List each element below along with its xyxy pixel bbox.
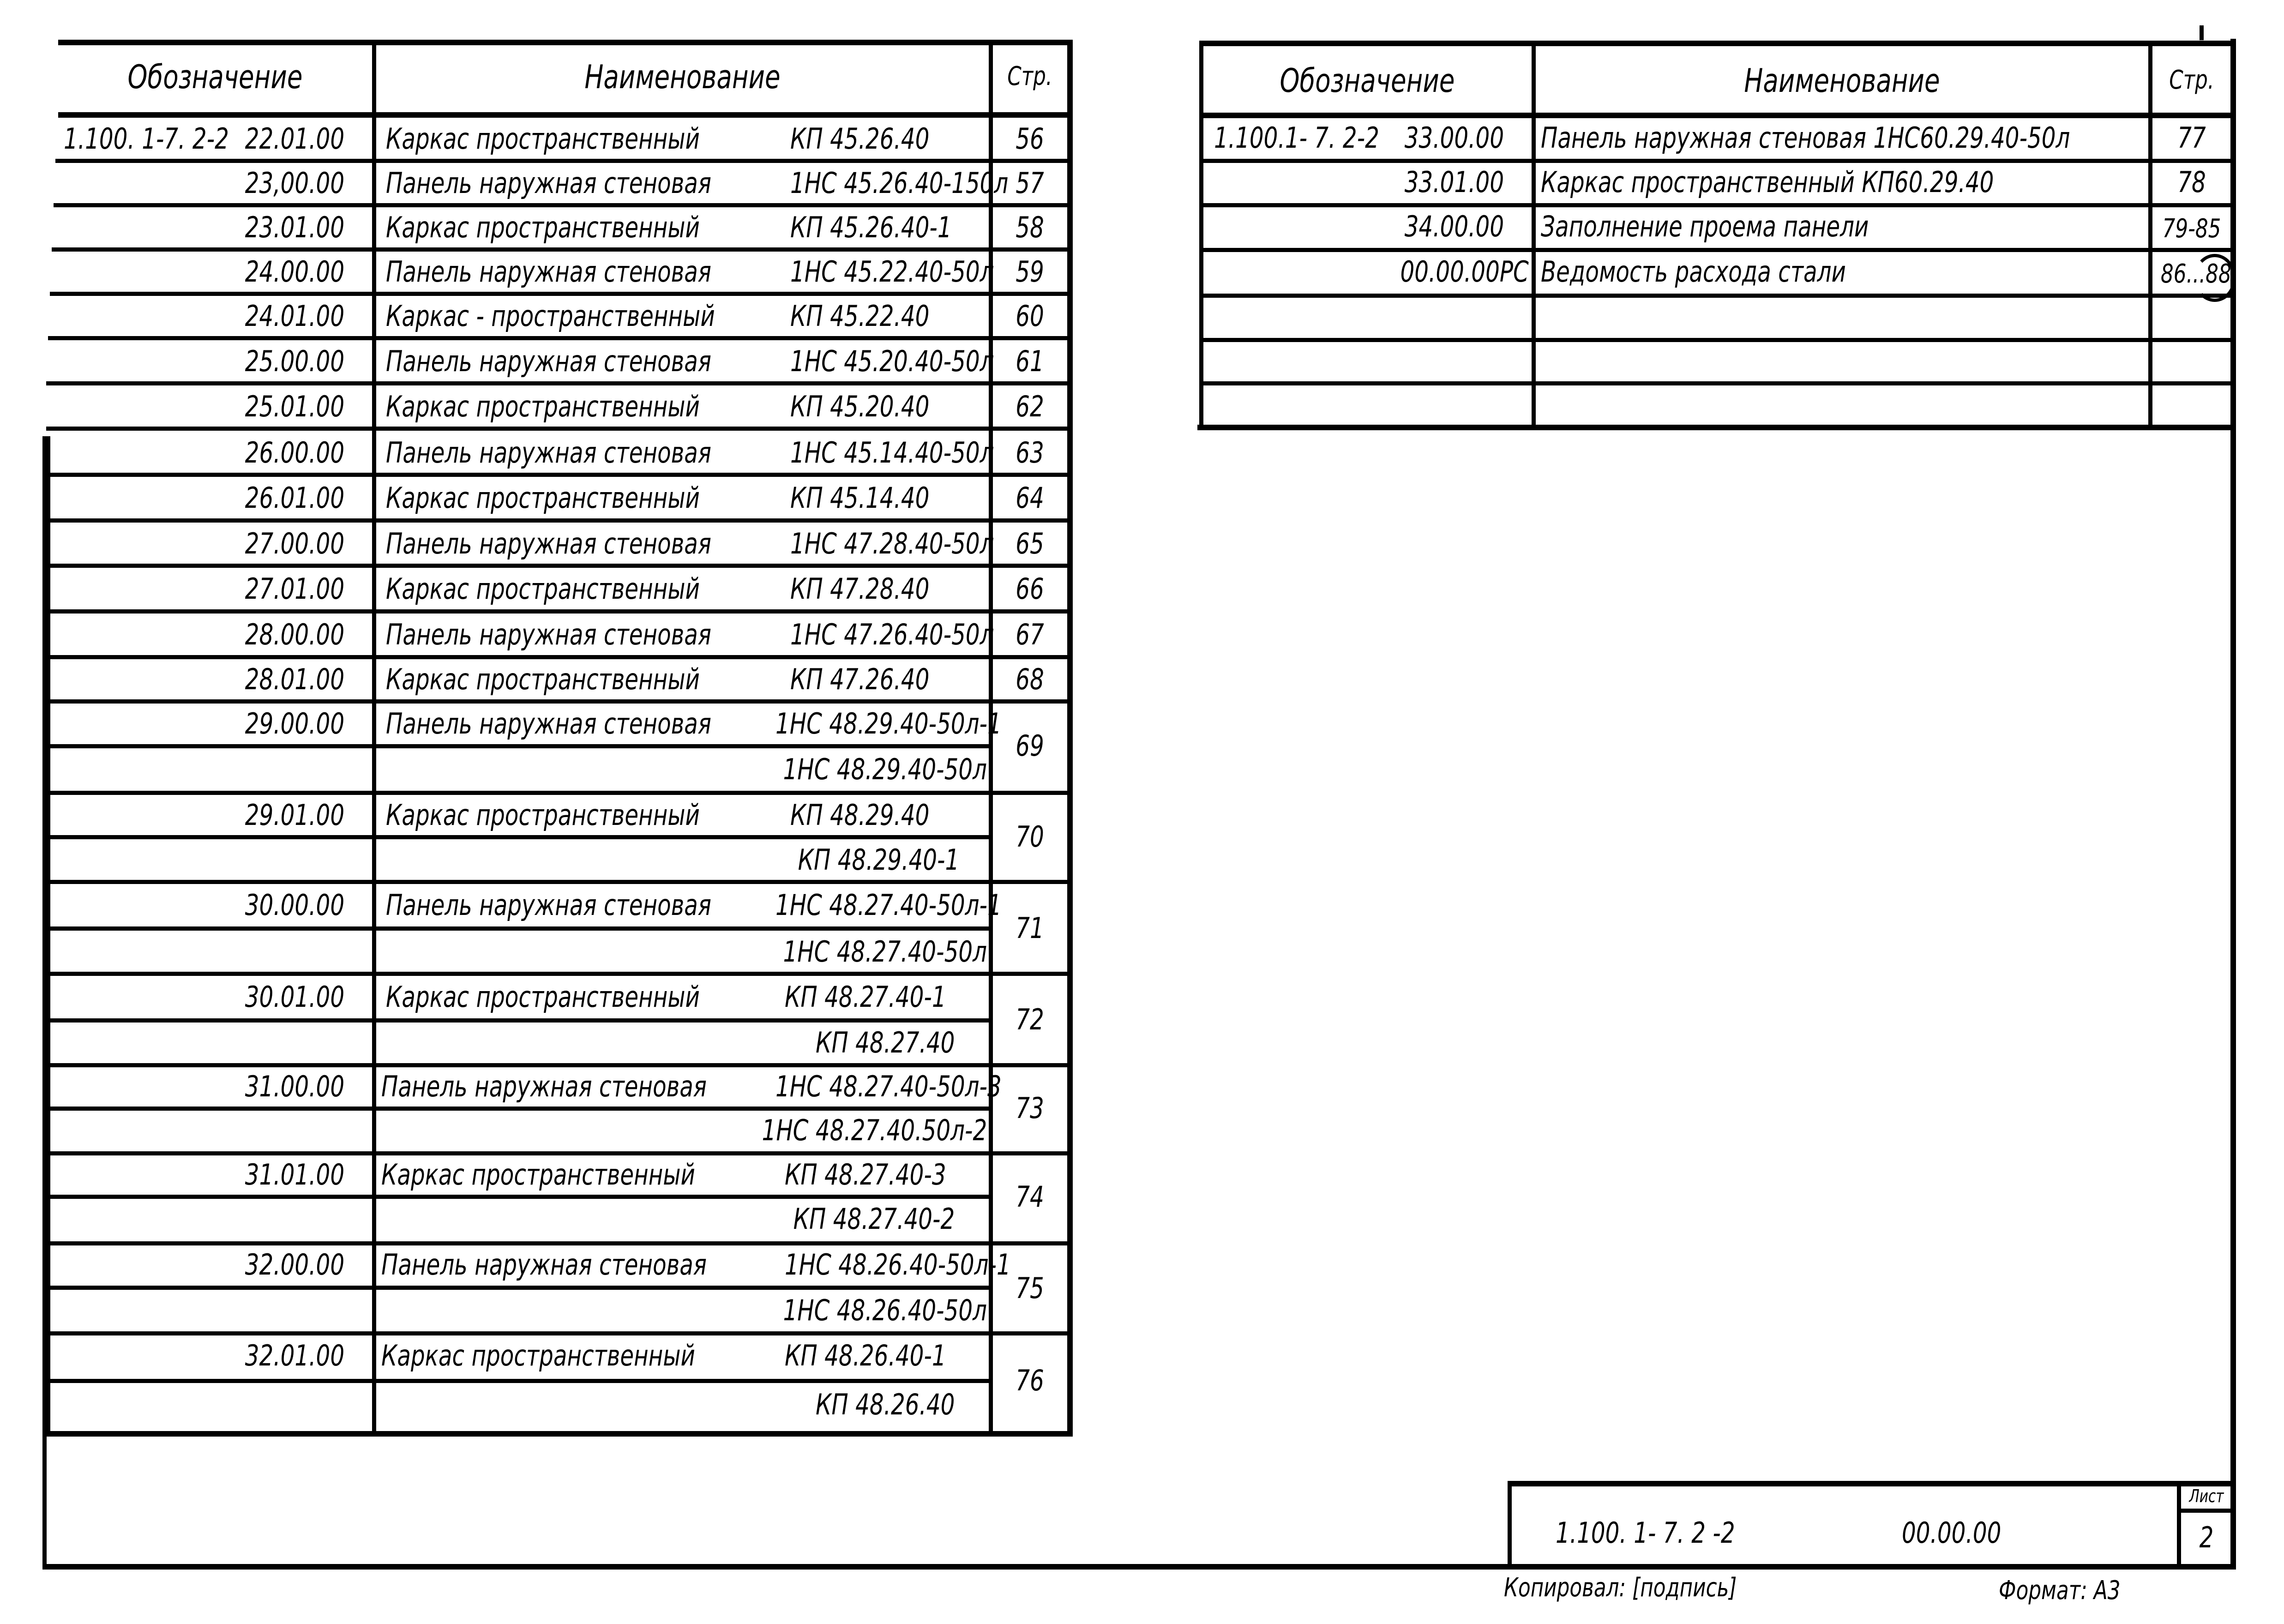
left-row-name: Каркас - пространственный [386,299,715,333]
left-row-mark: 1НС 45.14.40-50л [790,436,994,469]
left-row-mark-2: 1НС 48.27.40.50л-2 [762,1113,987,1147]
title-block-series: 1.100. 1- 7. 2 -2 [1556,1516,1735,1550]
left-row-code: 31.00.00 [245,1070,344,1103]
left-subrow-line [46,1018,991,1023]
right-row-code: 33.01.00 [1404,165,1504,199]
left-row-line [46,1063,1071,1067]
left-row-mark: КП 45.14.40 [790,481,930,515]
right-row-code: 00.00.00РС [1400,255,1529,289]
right-row-line [1200,159,2234,163]
left-row-code: 29.00.00 [245,707,344,740]
left-row-code: 27.01.00 [245,572,344,606]
left-row-name: Панель наружная стеновая [386,344,711,378]
left-row-line [46,1151,1071,1155]
left-row-mark-2: КП 48.27.40-2 [793,1202,955,1236]
left-row-line [46,518,1071,523]
title-block-top [1508,1481,2236,1486]
left-row-mark: 1НС 48.27.40-50л-1 [775,888,1002,922]
left-row-line [46,655,1071,659]
left-row-page: 67 [1016,618,1044,651]
left-row-name: Каркас пространственный [386,662,700,696]
left-row-line [46,791,1071,795]
title-block-sheet-label-line [2177,1509,2234,1513]
page-range-circle-mark [2194,254,2236,302]
left-row-name: Каркас пространственный [386,122,700,156]
right-table-bottom-border [1197,425,2236,430]
right-col-divider-1 [1532,41,1536,428]
left-row-name: Панель наружная стеновая [386,255,711,289]
left-row-mark-2: КП 48.26.40 [815,1388,955,1421]
right-row-name: Панель наружная стеновая 1НС60.29.40-50л [1541,121,2070,155]
left-row-page: 71 [1016,911,1044,945]
left-row-page: 63 [1016,436,1044,469]
left-row-name: Каркас пространственный [386,481,700,515]
left-row-mark: КП 47.26.40 [790,662,930,696]
left-table-left-border [46,436,50,1433]
right-row-page: 86...88 [2160,259,2231,289]
left-header-page: Стр. [1007,61,1052,91]
left-series-prefix: 1.100. 1-7. 2-2 [64,122,229,156]
left-row-line [46,427,1071,431]
title-block-sheet-divider [2177,1481,2181,1567]
left-row-mark: 1НС 45.26.40-150л [790,166,1009,200]
left-row-name: Панель наружная стеновая [381,1070,707,1103]
left-row-line [55,159,1071,163]
left-row-mark-2: КП 48.29.40-1 [798,843,959,877]
left-row-line [50,292,1071,296]
left-row-code: 24.00.00 [245,255,344,289]
left-table-top-border [58,40,1073,45]
left-row-mark: КП 45.26.40-1 [790,211,952,244]
left-row-mark: КП 45.22.40 [790,299,930,333]
left-row-page: 61 [1016,344,1044,378]
left-row-code: 28.00.00 [245,618,344,651]
left-header-name: Наименование [584,58,781,96]
left-row-mark: 1НС 45.20.40-50л [790,344,994,378]
right-table-left-border [1199,41,1203,428]
left-row-code: 32.01.00 [245,1339,344,1372]
right-col-divider-2 [2148,41,2152,428]
left-row-page: 74 [1016,1180,1044,1214]
left-row-name: Панель наружная стеновая [381,1248,707,1281]
left-subrow-line [46,1379,991,1383]
left-row-code: 32.00.00 [245,1248,344,1281]
left-row-name: Панель наружная стеновая [386,707,711,740]
right-row-line [1200,338,2234,342]
right-row-page: 77 [2177,121,2206,155]
title-block-left [1508,1481,1512,1567]
left-row-page: 65 [1016,527,1044,560]
title-block-sheet-number: 2 [2199,1521,2214,1554]
left-row-name: Каркас пространственный [386,980,700,1014]
left-row-code: 22.01.00 [245,122,344,156]
right-header-bottom [1200,113,2236,118]
left-row-mark: КП 47.28.40 [790,572,930,606]
left-row-line [54,203,1071,207]
left-row-page: 56 [1016,122,1044,156]
left-row-line [46,1241,1071,1245]
left-row-line [46,880,1071,884]
left-row-code: 24.01.00 [245,299,344,333]
left-row-page: 76 [1016,1364,1044,1397]
frame-top-tick [2200,25,2204,40]
left-row-page: 57 [1016,166,1044,200]
left-row-mark: КП 45.26.40 [790,122,930,156]
left-row-name: Панель наружная стеновая [386,618,711,651]
sheet-format-note: Формат: А3 [1999,1576,2121,1606]
left-row-name: Каркас пространственный [381,1339,695,1372]
left-row-code: 25.01.00 [245,390,344,423]
left-row-page: 66 [1016,572,1044,606]
left-row-code: 23,00.00 [245,166,344,200]
left-row-line [52,247,1071,252]
right-row-name: Ведомость расхода стали [1541,255,1846,289]
left-row-name: Панель наружная стеновая [386,436,711,469]
right-row-name: Каркас пространственный КП60.29.40 [1541,165,1994,199]
right-row-line [1200,248,2234,252]
left-row-name: Панель наружная стеновая [386,166,711,200]
left-row-line [46,564,1071,568]
left-row-page: 73 [1016,1091,1044,1125]
left-row-mark: 1НС 47.28.40-50л [790,527,994,560]
left-subrow-line [46,835,991,839]
left-row-mark: КП 48.29.40 [790,798,930,832]
left-row-line [46,699,1071,704]
left-subrow-line [46,926,991,931]
left-row-page: 62 [1016,390,1044,423]
left-header-designation: Обозначение [127,58,303,96]
right-series-prefix: 1.100.1- 7. 2-2 [1214,121,1379,155]
right-table-top-border [1200,41,2236,46]
left-header-bottom [58,112,1073,118]
right-row-code: 33.00.00 [1404,121,1504,155]
right-row-line [1200,203,2234,207]
left-row-line [46,381,1071,385]
left-row-code: 28.01.00 [245,662,344,696]
left-row-mark: 1НС 48.27.40-50л-3 [775,1070,1002,1103]
left-row-page: 70 [1016,820,1044,854]
left-subrow-line [46,1195,991,1199]
copied-by-note: Копировал: [подпись] [1504,1573,1737,1603]
left-subrow-line [46,744,991,748]
left-row-page: 68 [1016,662,1044,696]
left-row-name: Панель наружная стеновая [386,888,711,922]
left-row-mark: 1НС 48.29.40-50л-1 [775,707,1002,740]
right-row-line [1200,381,2234,385]
left-row-page: 75 [1016,1271,1044,1305]
right-header-name: Наименование [1744,62,1940,100]
left-row-code: 27.00.00 [245,527,344,560]
right-row-code: 34.00.00 [1404,210,1504,243]
right-header-page: Стр. [2169,65,2214,95]
left-row-code: 26.01.00 [245,481,344,515]
left-subrow-line [46,1107,991,1111]
left-row-page: 58 [1016,211,1044,244]
left-table-bottom-border [46,1431,1073,1437]
left-row-name: Панель наружная стеновая [386,527,711,560]
left-row-code: 25.00.00 [245,344,344,378]
left-row-line [46,609,1071,614]
left-row-mark: 1НС 47.26.40-50л [790,618,994,651]
left-row-name: Каркас пространственный [381,1158,695,1191]
left-row-page: 64 [1016,481,1044,515]
left-row-name: Каркас пространственный [386,572,700,606]
left-row-line [46,972,1071,976]
right-header-designation: Обозначение [1280,62,1455,100]
left-row-line [46,1331,1071,1335]
right-row-line [1200,294,2234,298]
left-row-page: 60 [1016,299,1044,333]
left-row-code: 23.01.00 [245,211,344,244]
left-row-code: 31.01.00 [245,1158,344,1191]
left-row-code: 30.01.00 [245,980,344,1014]
left-row-mark: 1НС 45.22.40-50л [790,255,994,289]
left-row-page: 69 [1016,729,1044,763]
right-row-page: 79-85 [2162,214,2221,244]
left-row-mark-2: 1НС 48.29.40-50л [783,752,987,786]
left-row-line [46,473,1071,477]
left-row-mark-2: 1НС 48.27.40-50л [783,935,987,968]
left-row-code: 30.00.00 [245,888,344,922]
left-row-name: Каркас пространственный [386,798,700,832]
left-row-mark-2: 1НС 48.26.40-50л [783,1293,987,1327]
left-row-line [48,336,1071,340]
left-row-name: Каркас пространственный [386,390,700,423]
title-block-code: 00.00.00 [1902,1516,2002,1550]
left-row-code: 29.01.00 [245,798,344,832]
left-row-page: 59 [1016,255,1044,289]
frame-bottom-border [42,1564,2236,1570]
left-subrow-line [46,1286,991,1290]
left-row-page: 72 [1016,1003,1044,1036]
left-row-name: Каркас пространственный [386,211,700,244]
left-row-mark: КП 48.26.40-1 [785,1339,946,1372]
left-row-mark: КП 45.20.40 [790,390,930,423]
right-row-page: 78 [2177,165,2206,199]
left-row-code: 26.00.00 [245,436,344,469]
title-block-sheet-label: Лист [2189,1486,2224,1506]
right-row-name: Заполнение проема панели [1541,210,1869,243]
left-row-mark: 1НС 48.26.40-50л-1 [785,1248,1011,1281]
left-row-mark: КП 48.27.40-1 [785,980,946,1014]
left-row-mark-2: КП 48.27.40 [815,1026,955,1059]
left-row-mark: КП 48.27.40-3 [785,1158,946,1191]
